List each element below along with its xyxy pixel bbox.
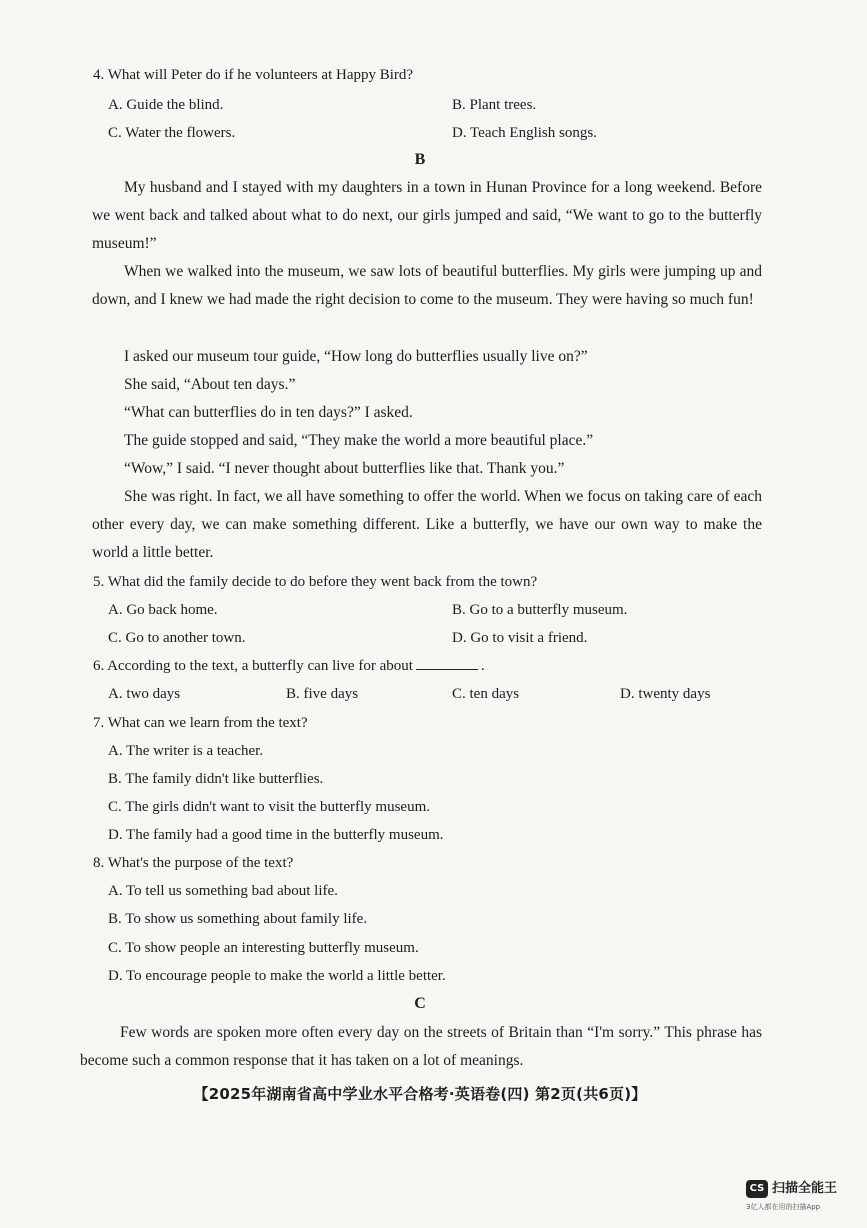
question-5-option-d: D. Go to visit a friend.: [452, 630, 588, 646]
question-7-option-c: C. The girls didn't want to visit the butterfly museum.: [108, 799, 430, 815]
section-c-paragraph-1: Few words are spoken more often every day on the streets of Britain than “I'm sorry.” This phrase has become such a common response that it has taken on a lot of meanings.: [80, 1024, 762, 1069]
section-b-paragraph-2: When we walked into the museum, we saw lots of beautiful butterflies. My girls were jumping up and down, and I knew we had made the right decision to come to the museum. They were having so much fun!: [92, 263, 762, 308]
section-b-line-4: The guide stopped and said, “They make the world a more beautiful place.”: [124, 432, 594, 449]
question-6-option-c: C. ten days: [452, 686, 520, 702]
question-6-option-a: A. two days: [108, 686, 181, 702]
section-b-line-1: I asked our museum tour guide, “How long do butterflies usually live on?”: [124, 348, 588, 365]
question-4-option-b: B. Plant trees.: [452, 97, 537, 113]
question-8-stem: 8. What's the purpose of the text?: [93, 855, 294, 871]
page-footer: 【2025年湖南省高中学业水平合格考·英语卷(四) 第2页(共6页)】: [193, 1085, 647, 1103]
question-6: [93, 657, 485, 675]
question-7-option-a: A. The writer is a teacher.: [108, 743, 264, 759]
question-4-option-a: A. Guide the blind.: [108, 97, 224, 113]
section-b-paragraph-1: My husband and I stayed with my daughters in a town in Hunan Province for a long weekend. Before we went back and talked about what to do next, our girls jumped and said, “We want to go to the butterfly museum!”: [92, 179, 762, 252]
scanner-tagline: 3亿人都在用的扫描App: [746, 1203, 821, 1211]
answer-blank: [416, 657, 478, 670]
section-b-heading: B: [414, 151, 426, 168]
scanner-app-name: 扫描全能王: [772, 1181, 838, 1196]
question-5-option-b: B. Go to a butterfly museum.: [452, 602, 628, 618]
question-6-end: .: [480, 658, 485, 674]
question-5-option-a: A. Go back home.: [108, 602, 218, 618]
question-4-option-d: D. Teach English songs.: [452, 125, 597, 141]
question-5-stem: 5. What did the family decide to do before they went back from the town?: [93, 574, 538, 590]
section-b-line-2: She said, “About ten days.”: [124, 376, 296, 393]
question-6-option-b: B. five days: [286, 686, 359, 702]
section-b-line-5: “Wow,” I said. “I never thought about butterflies like that. Thank you.”: [124, 460, 565, 477]
question-6-option-d: D. twenty days: [620, 686, 711, 702]
section-c-heading: C: [414, 995, 426, 1012]
question-7-option-b: B. The family didn't like butterflies.: [108, 771, 324, 787]
question-5-option-c: C. Go to another town.: [108, 630, 246, 646]
section-b-paragraph-3: She was right. In fact, we all have something to offer the world. When we focus on taking care of each other every day, we can make something different. Like a butterfly, we have our own way to make the world a little better.: [92, 488, 762, 561]
question-6-stem: 6. According to the text, a butterfly can live for about: [93, 658, 413, 674]
camscanner-logo-icon: CS: [746, 1180, 768, 1198]
question-8-option-c: C. To show people an interesting butterfly museum.: [108, 940, 419, 956]
question-8-option-b: B. To show us something about family life.: [108, 911, 368, 927]
question-4-option-c: C. Water the flowers.: [108, 125, 236, 141]
question-8-option-d: D. To encourage people to make the world a little better.: [108, 968, 446, 984]
question-7-stem: 7. What can we learn from the text?: [93, 715, 308, 731]
question-4-stem: 4. What will Peter do if he volunteers at Happy Bird?: [93, 67, 414, 83]
question-8-option-a: A. To tell us something bad about life.: [108, 883, 338, 899]
section-b-line-3: “What can butterflies do in ten days?” I asked.: [124, 404, 413, 421]
question-7-option-d: D. The family had a good time in the butterfly museum.: [108, 827, 444, 843]
